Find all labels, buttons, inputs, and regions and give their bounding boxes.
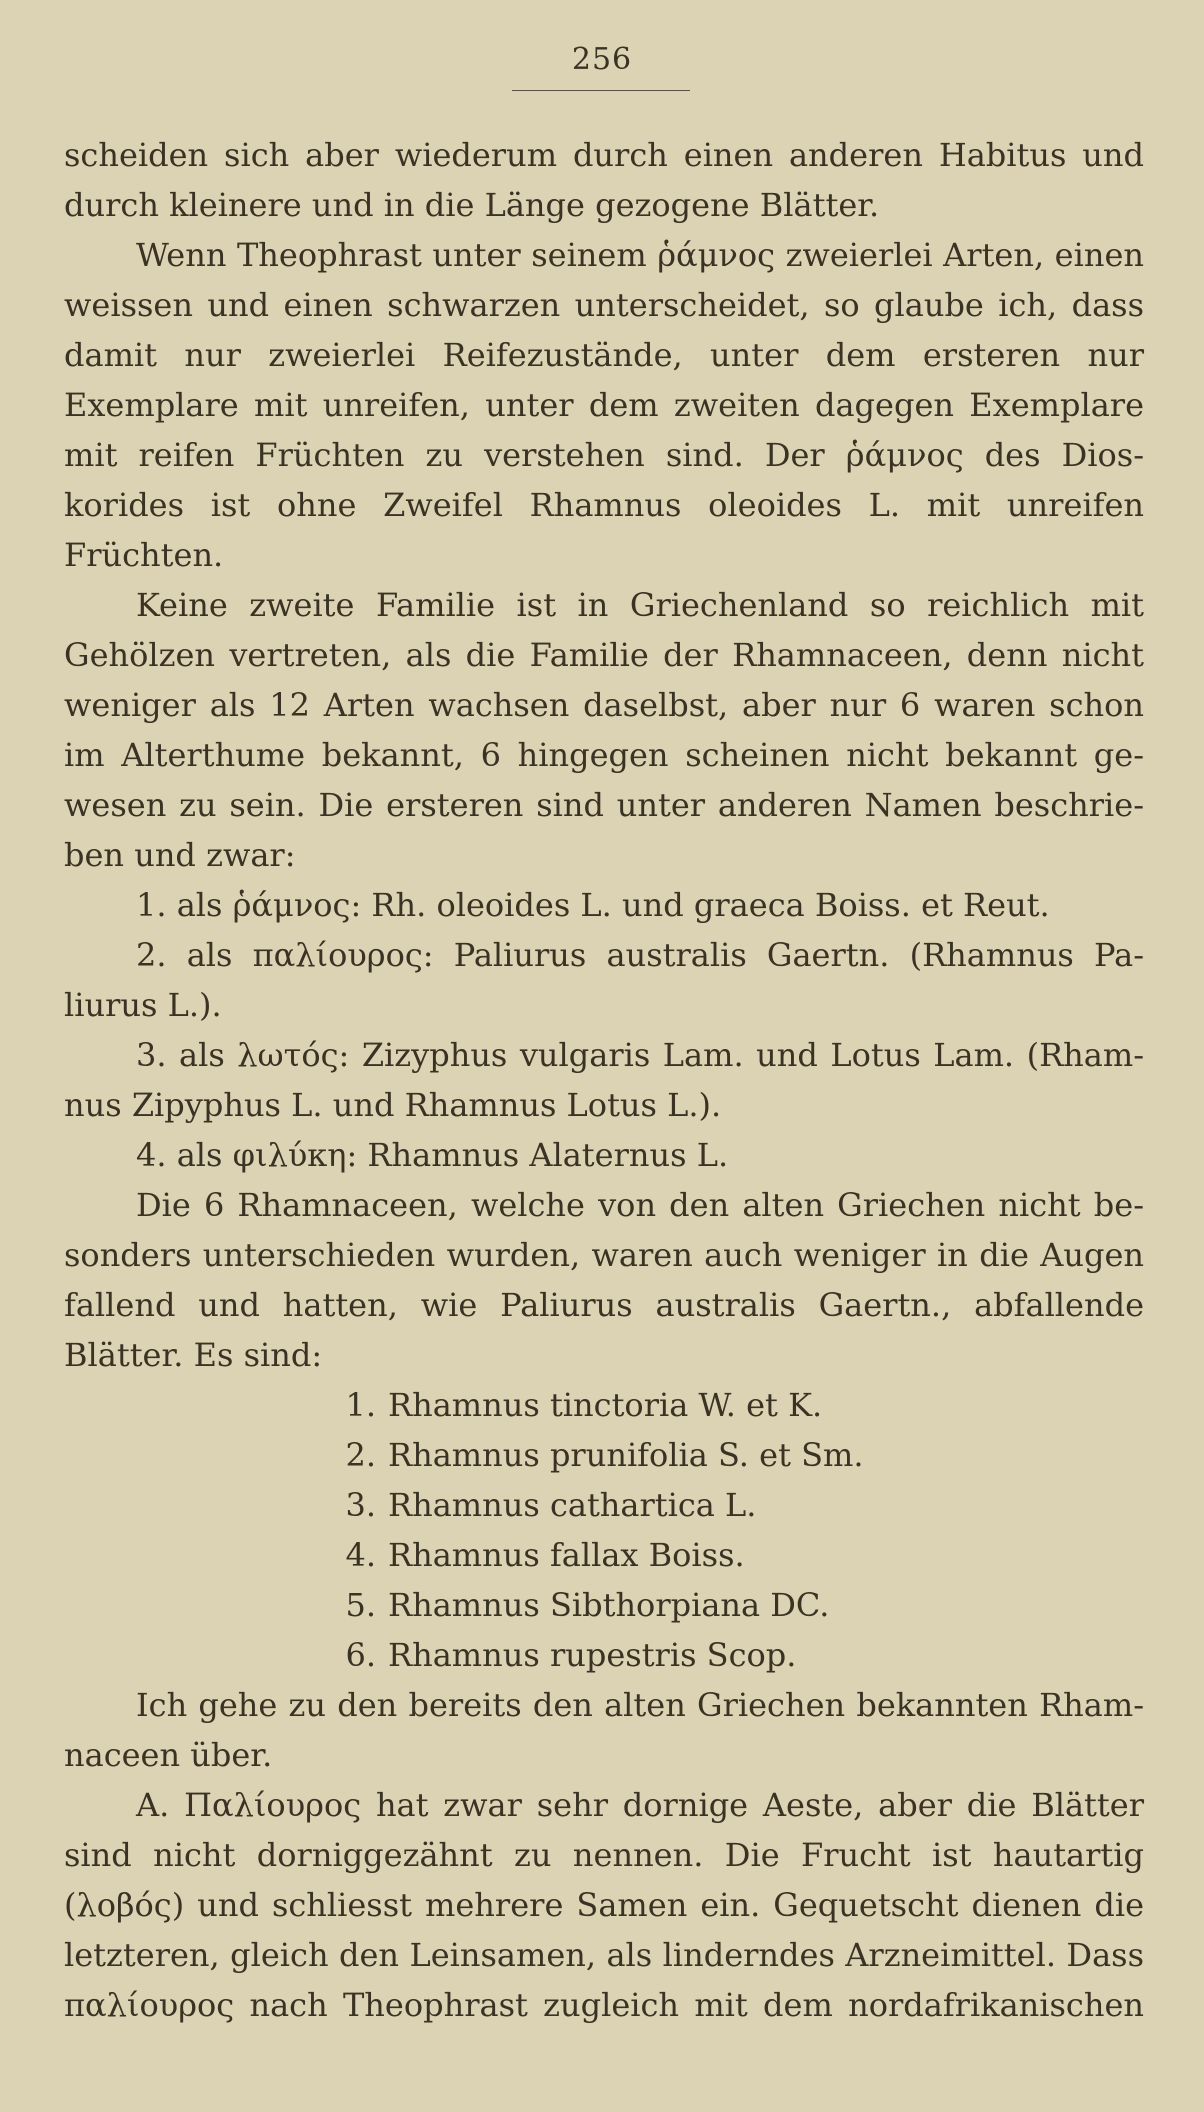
text-line: liurus L.). [64, 986, 222, 1024]
list-number: 2. [345, 1436, 376, 1474]
text-line: letzteren, gleich den Leinsamen, als linderndes Arzneimittel. Dass [64, 1936, 1144, 1974]
text-line: scheiden sich aber wiederum durch einen anderen Habitus und [64, 136, 1144, 174]
text-line: παλίουρος nach Theophrast zugleich mit dem nordafrikanischen [64, 1986, 1144, 2024]
body-text [64, 130, 1144, 2030]
page-number: 256 [571, 42, 633, 77]
text-line: Gehölzen vertreten, als die Familie der Rhamnaceen, denn nicht [64, 636, 1144, 674]
species-name: Rhamnus rupestris Scop. [388, 1636, 797, 1674]
text-line: durch kleinere und in die Länge gezogene Blätter. [64, 186, 880, 224]
list-number: 1. [345, 1386, 376, 1424]
numbered-entry: 1. als ῥάμνος: Rh. oleoides L. und graeca Boiss. et Reut. [136, 886, 1050, 924]
text-line: mit reifen Früchten zu verstehen sind. Der ῥάμνος des Dios- [64, 436, 1144, 474]
text-line: naceen über. [64, 1736, 273, 1774]
text-line: weniger als 12 Arten wachsen daselbst, aber nur 6 waren schon [64, 686, 1144, 724]
list-item [64, 1580, 1144, 1630]
numbered-entry: 3. als λωτός: Zizyphus vulgaris Lam. und Lotus Lam. (Rham- [136, 1036, 1144, 1074]
paragraph-start: A. Παλίουρος hat zwar sehr dornige Aeste, aber die Blätter [136, 1786, 1144, 1824]
text-line: weissen und einen schwarzen unterscheidet, so glaube ich, dass [64, 286, 1144, 324]
list-number: 3. [345, 1486, 376, 1524]
paragraph-start: Ich gehe zu den bereits den alten Griechen bekannten Rham- [136, 1686, 1144, 1724]
text-line: wesen zu sein. Die ersteren sind unter anderen Namen beschrie- [64, 786, 1144, 824]
paragraph-start: Die 6 Rhamnaceen, welche von den alten Griechen nicht be- [136, 1186, 1144, 1224]
text-line: ben und zwar: [64, 836, 296, 874]
paragraph-start: Keine zweite Familie ist in Griechenland so reichlich mit [136, 586, 1144, 624]
list-number: 5. [345, 1586, 376, 1624]
paragraph-start: Wenn Theophrast unter seinem ῥάμνος zweierlei Arten, einen [136, 236, 1144, 274]
list-number: 6. [345, 1636, 376, 1674]
header-rule [512, 90, 690, 91]
text-line: im Alterthume bekannt, 6 hingegen scheinen nicht bekannt ge- [64, 736, 1144, 774]
list-item [64, 1380, 1144, 1430]
species-name: Rhamnus prunifolia S. et Sm. [388, 1436, 864, 1474]
species-name: Rhamnus tinctoria W. et K. [388, 1386, 823, 1424]
list-item [64, 1430, 1144, 1480]
text-line: Früchten. [64, 536, 224, 574]
text-line: korides ist ohne Zweifel Rhamnus oleoides L. mit unreifen [64, 486, 1144, 524]
numbered-entry: 4. als φιλύκη: Rhamnus Alaternus L. [136, 1136, 729, 1174]
text-line: sind nicht dorniggezähnt zu nennen. Die Frucht ist hautartig [64, 1836, 1144, 1874]
list-item [64, 1480, 1144, 1530]
text-line: fallend und hatten, wie Paliurus australis Gaertn., abfallende [64, 1286, 1144, 1324]
list-number: 4. [345, 1536, 376, 1574]
text-line: nus Zipyphus L. und Rhamnus Lotus L.). [64, 1086, 722, 1124]
list-item [64, 1530, 1144, 1580]
species-name: Rhamnus fallax Boiss. [388, 1536, 745, 1574]
species-name: Rhamnus Sibthorpiana DC. [388, 1586, 830, 1624]
text-line: Exemplare mit unreifen, unter dem zweiten dagegen Exemplare [64, 386, 1144, 424]
list-item [64, 1630, 1144, 1680]
text-line: (λοβός) und schliesst mehrere Samen ein. Gequetscht dienen die [64, 1886, 1144, 1924]
numbered-entry: 2. als παλίουρος: Paliurus australis Gaertn. (Rhamnus Pa- [136, 936, 1144, 974]
species-list [64, 1380, 1144, 1680]
text-line: damit nur zweierlei Reifezustände, unter dem ersteren nur [64, 336, 1144, 374]
text-line: Blätter. Es sind: [64, 1336, 323, 1374]
species-name: Rhamnus cathartica L. [388, 1486, 757, 1524]
text-line: sonders unterschieden wurden, waren auch weniger in die Augen [64, 1236, 1144, 1274]
